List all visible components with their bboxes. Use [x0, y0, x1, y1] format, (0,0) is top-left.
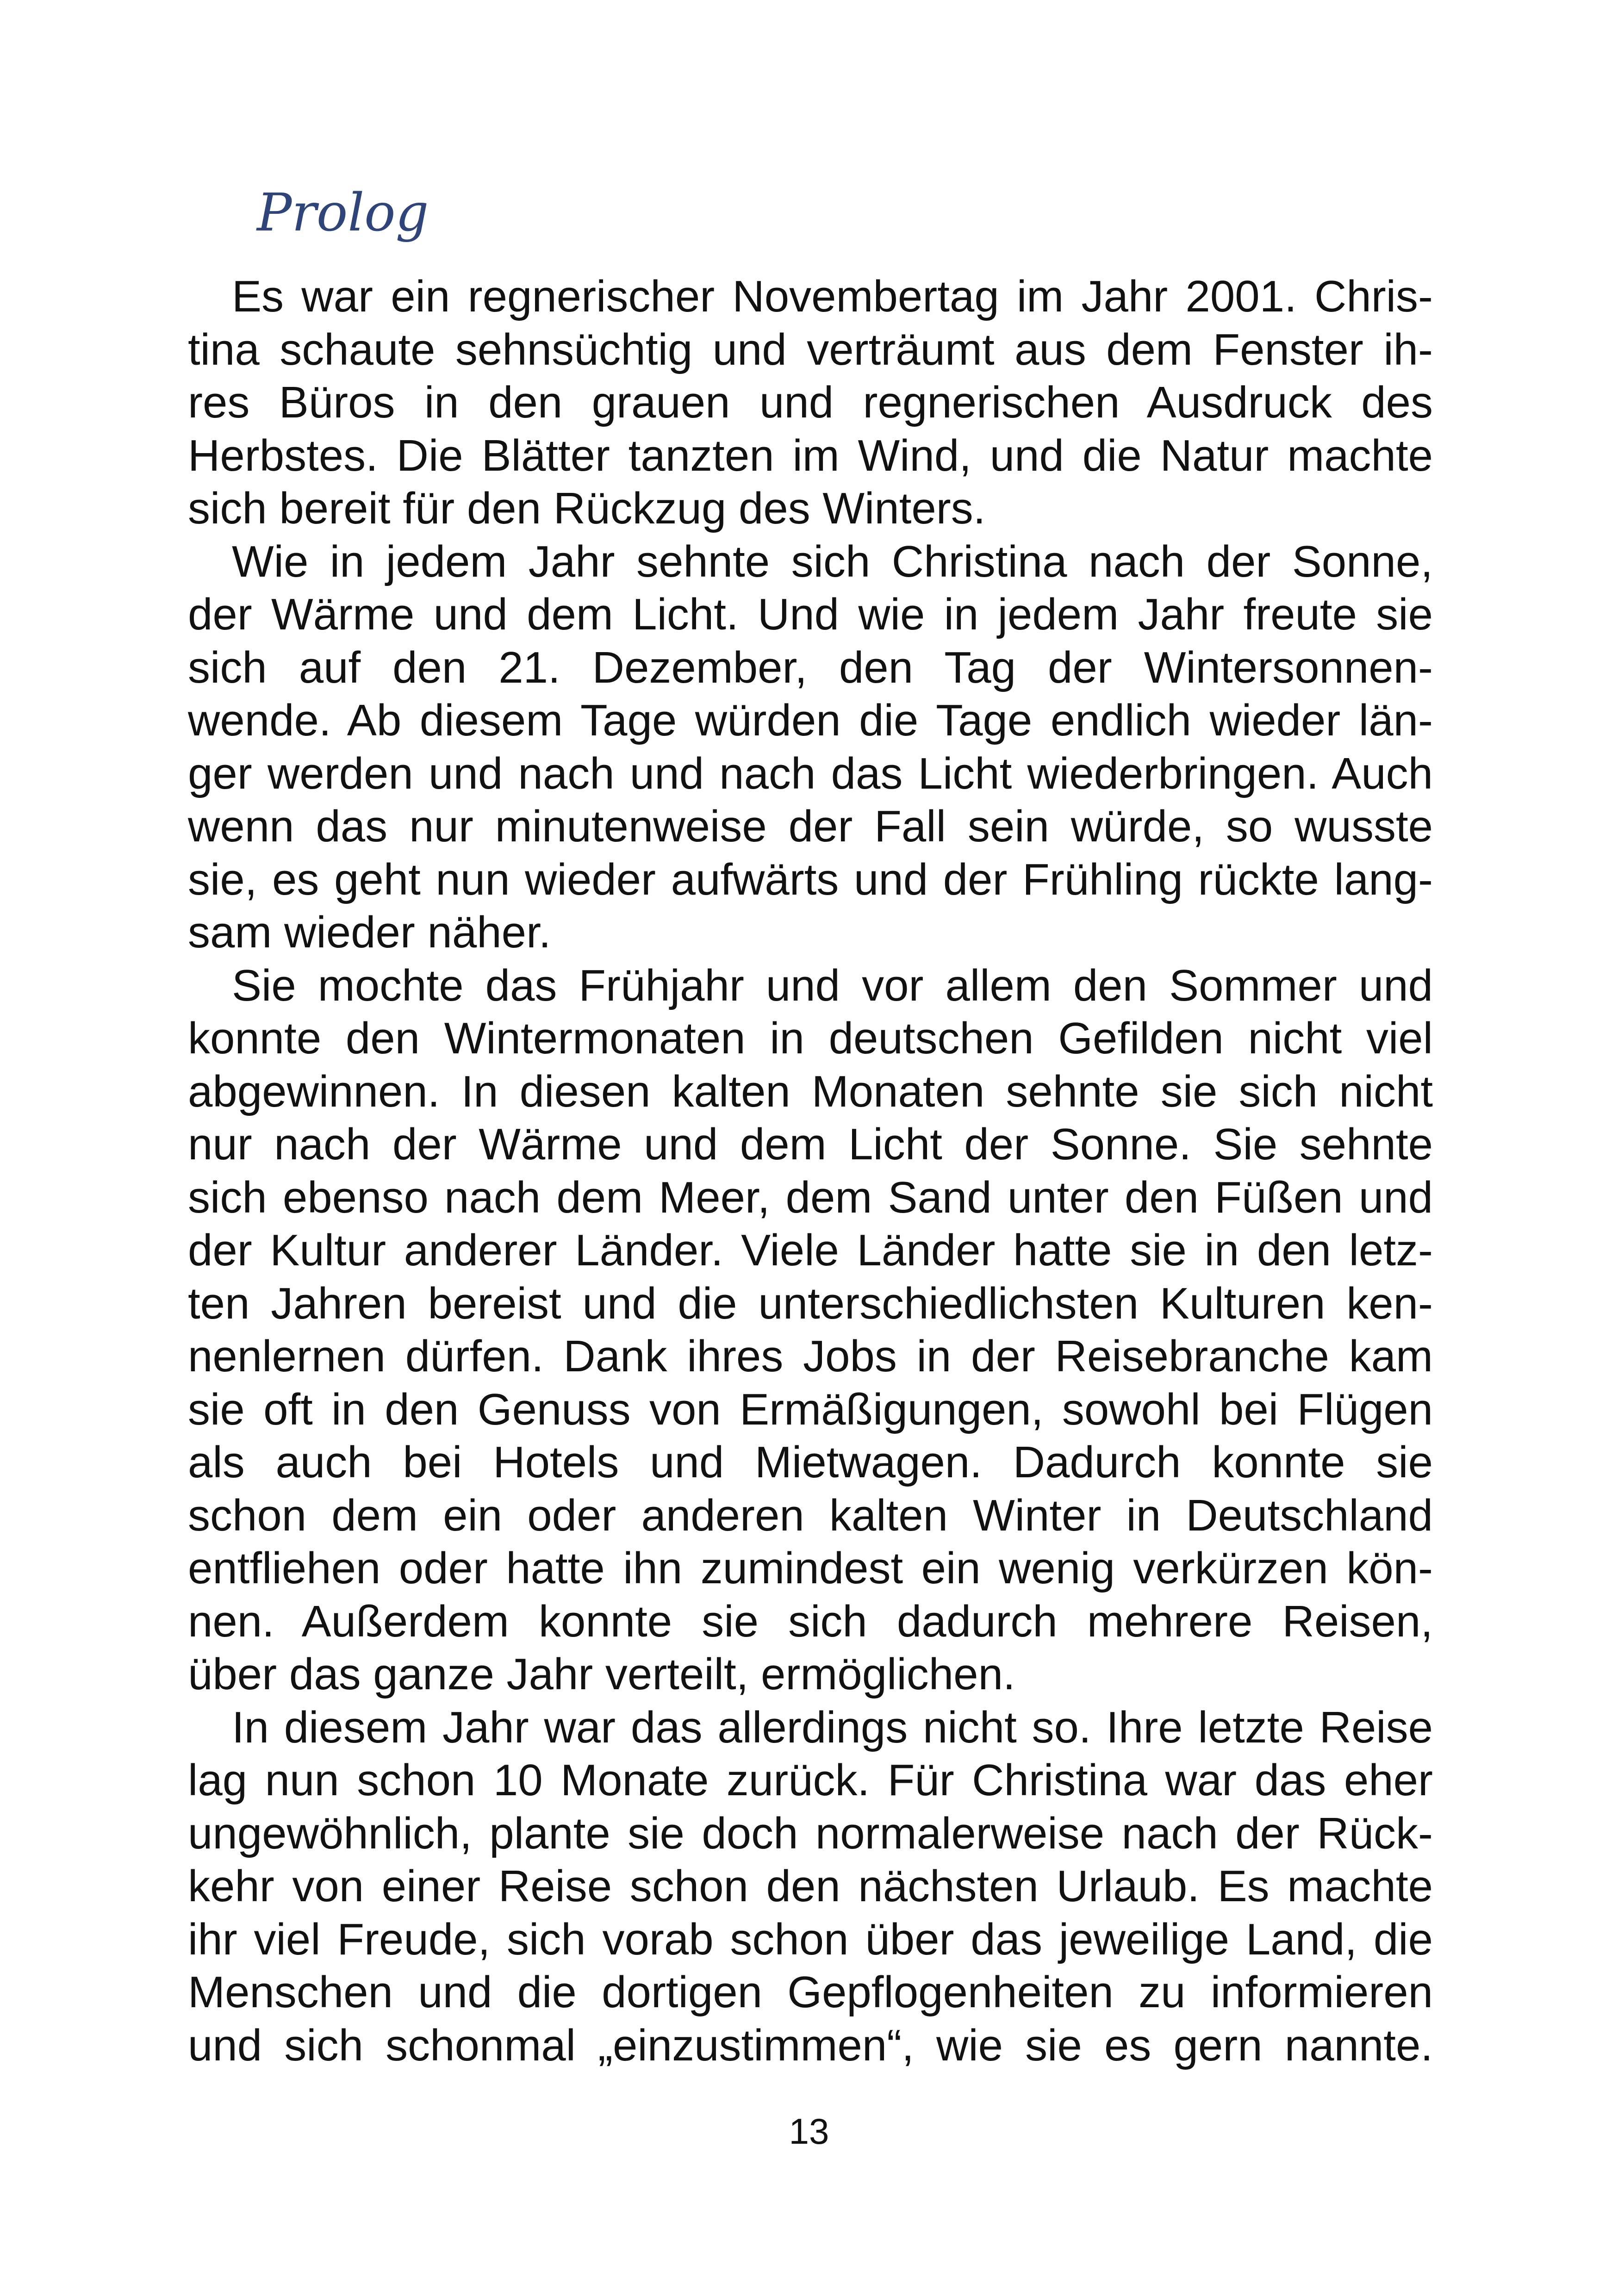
text-line: abgewinnen. In diesen kalten Monaten sehnte sie sich nicht	[188, 1066, 1433, 1116]
text-line: nur nach der Wärme und dem Licht der Sonne. Sie sehnte	[188, 1120, 1433, 1169]
text-line: sich bereit für den Rückzug des Winters.	[188, 484, 986, 533]
text-line: sie oft in den Genuss von Ermäßigungen, sowohl bei Flügen	[188, 1384, 1433, 1434]
chapter-title: Prolog	[257, 183, 429, 243]
text-line: Wie in jedem Jahr sehnte sich Christina nach der Sonne,	[232, 536, 1433, 586]
page-number: 13	[789, 2111, 829, 2152]
text-line: sich ebenso nach dem Meer, dem Sand unter den Füßen und	[188, 1172, 1433, 1222]
text-line: wenn das nur minutenweise der Fall sein würde, so wusste	[188, 802, 1433, 851]
text-line: lag nun schon 10 Monate zurück. Für Christina war das eher	[188, 1755, 1433, 1805]
text-line: als auch bei Hotels und Mietwagen. Dadurch konnte sie	[188, 1437, 1433, 1487]
text-line: Sie mochte das Frühjahr und vor allem den Sommer und	[232, 960, 1433, 1010]
paragraph	[188, 270, 1433, 535]
text-line: schon dem ein oder anderen kalten Winter in Deutschland	[188, 1490, 1433, 1540]
text-line: nenlernen dürfen. Dank ihres Jobs in der Reisebranche kam	[188, 1332, 1433, 1381]
text-line: In diesem Jahr war das allerdings nicht so. Ihre letzte Reise	[232, 1702, 1433, 1752]
text-line: Es war ein regnerischer Novembertag im Jahr 2001. Chris-	[232, 272, 1433, 321]
text-line: Menschen und die dortigen Gepflogenheiten zu informieren	[188, 1967, 1433, 2017]
text-line: konnte den Wintermonaten in deutschen Gefilden nicht viel	[188, 1014, 1433, 1063]
text-line: der Kultur anderer Länder. Viele Länder hatte sie in den letz-	[188, 1226, 1433, 1275]
text-line: kehr von einer Reise schon den nächsten Urlaub. Es machte	[188, 1861, 1433, 1911]
text-line: der Wärme und dem Licht. Und wie in jedem Jahr freute sie	[188, 590, 1433, 639]
text-line: ten Jahren bereist und die unterschiedlichsten Kulturen ken-	[188, 1278, 1433, 1328]
text-line: ungewöhnlich, plante sie doch normalerweise nach der Rück-	[188, 1808, 1433, 1858]
paragraph	[188, 959, 1433, 1701]
text-line: und sich schonmal „einzustimmen“, wie sie es gern nannte.	[188, 2020, 1433, 2070]
text-line: sie, es geht nun wieder aufwärts und der Frühling rückte lang-	[188, 854, 1433, 904]
text-line: res Büros in den grauen und regnerischen Ausdruck des	[188, 378, 1433, 427]
paragraph	[188, 535, 1433, 959]
body-text	[188, 270, 1433, 2072]
text-line: sich auf den 21. Dezember, den Tag der Wintersonnen-	[188, 642, 1433, 692]
text-line: ger werden und nach und nach das Licht wiederbringen. Auch	[188, 748, 1433, 798]
paragraph	[188, 1701, 1433, 2072]
text-line: Herbstes. Die Blätter tanzten im Wind, und die Natur machte	[188, 430, 1433, 480]
text-line: tina schaute sehnsüchtig und verträumt aus dem Fenster ih-	[188, 324, 1433, 374]
text-line: nen. Außerdem konnte sie sich dadurch mehrere Reisen,	[188, 1596, 1433, 1646]
text-line: entfliehen oder hatte ihn zumindest ein wenig verkürzen kön-	[188, 1543, 1433, 1593]
text-line: wende. Ab diesem Tage würden die Tage endlich wieder län-	[188, 696, 1433, 745]
text-line: über das ganze Jahr verteilt, ermöglichen.	[188, 1649, 1015, 1699]
text-line: sam wieder näher.	[188, 908, 551, 957]
text-line: ihr viel Freude, sich vorab schon über das jeweilige Land, die	[188, 1914, 1433, 1964]
